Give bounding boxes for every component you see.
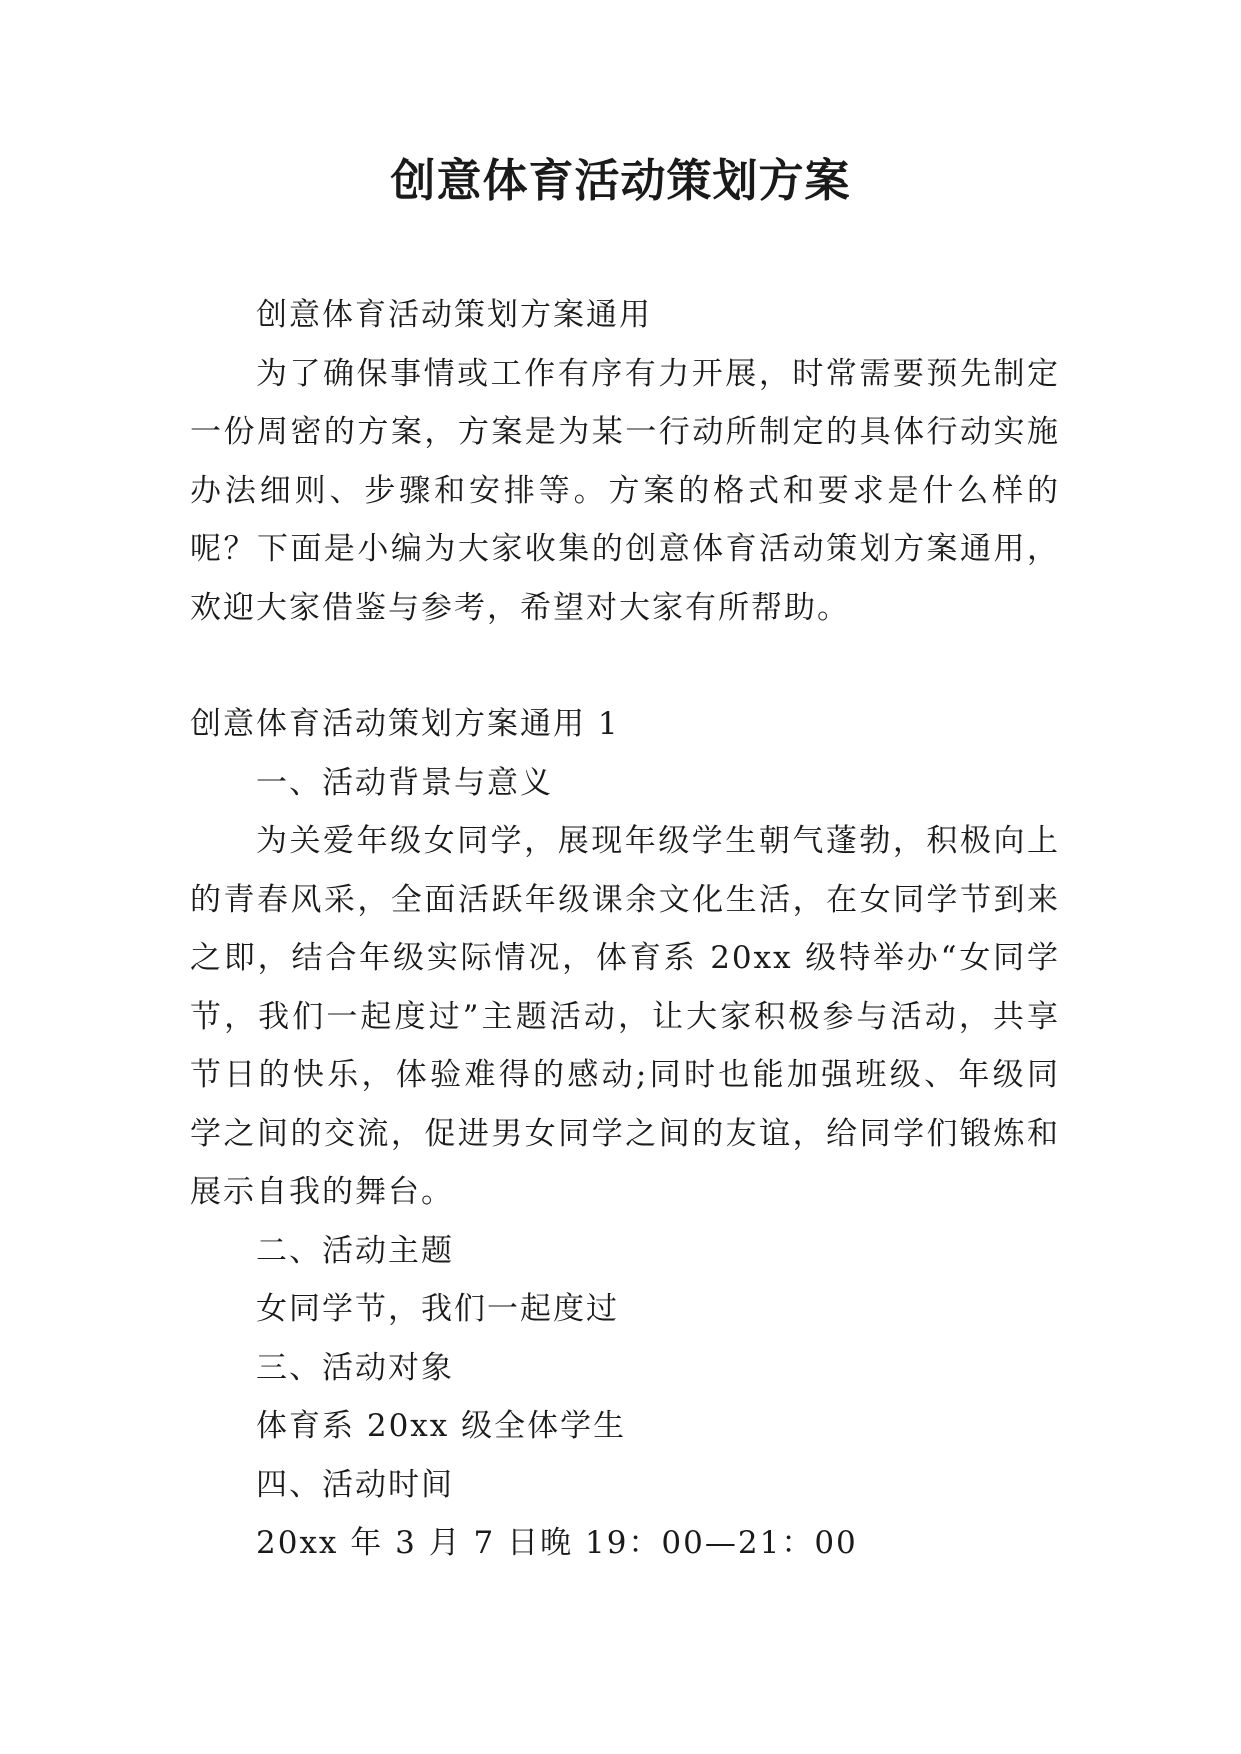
intro-heading: 创意体育活动策划方案通用	[256, 297, 652, 333]
section-spacer	[190, 637, 1060, 695]
document-title: 创意体育活动策划方案	[390, 154, 851, 207]
intro-paragraph: 为了确保事情或工作有序有力开展，时常需要预先制定一份周密的方案，方案是为某一行动所制定的具体行动实施办法细则、步骤和安排等。方案的格式和要求是什么样的呢？下面是小编为大家收集的创意体育活动策划方案通用，欢迎大家借鉴与参考，希望对大家有所帮助。	[190, 355, 1060, 626]
part4-heading: 四、活动时间	[256, 1466, 454, 1503]
part2-heading: 二、活动主题	[256, 1232, 454, 1269]
part2-content: 女同学节，我们一起度过	[256, 1291, 619, 1327]
part4-content: 20xx 年 3 月 7 日晚 19：00—21：00	[256, 1525, 858, 1561]
part3-content: 体育系 20xx 级全体学生	[256, 1408, 627, 1444]
document-body	[190, 286, 1060, 1573]
section1-heading: 创意体育活动策划方案通用 1	[190, 706, 620, 742]
part3-heading: 三、活动对象	[256, 1349, 454, 1386]
part1-heading: 一、活动背景与意义	[256, 764, 553, 801]
part1-paragraph: 为关爱年级女同学，展现年级学生朝气蓬勃，积极向上的青春风采，全面活跃年级课余文化生活，在女同学节到来之即，结合年级实际情况，体育系 20xx 级特举办“女同学节，我们一起度过”主题活动，让大家积极参与活动，共享节日的快乐，体验难得的感动;同时也能加强班级、年级同学之间的交流，促进男女同学之间的友谊，给同学们锻炼和展示自我的舞台。	[190, 823, 1060, 1210]
